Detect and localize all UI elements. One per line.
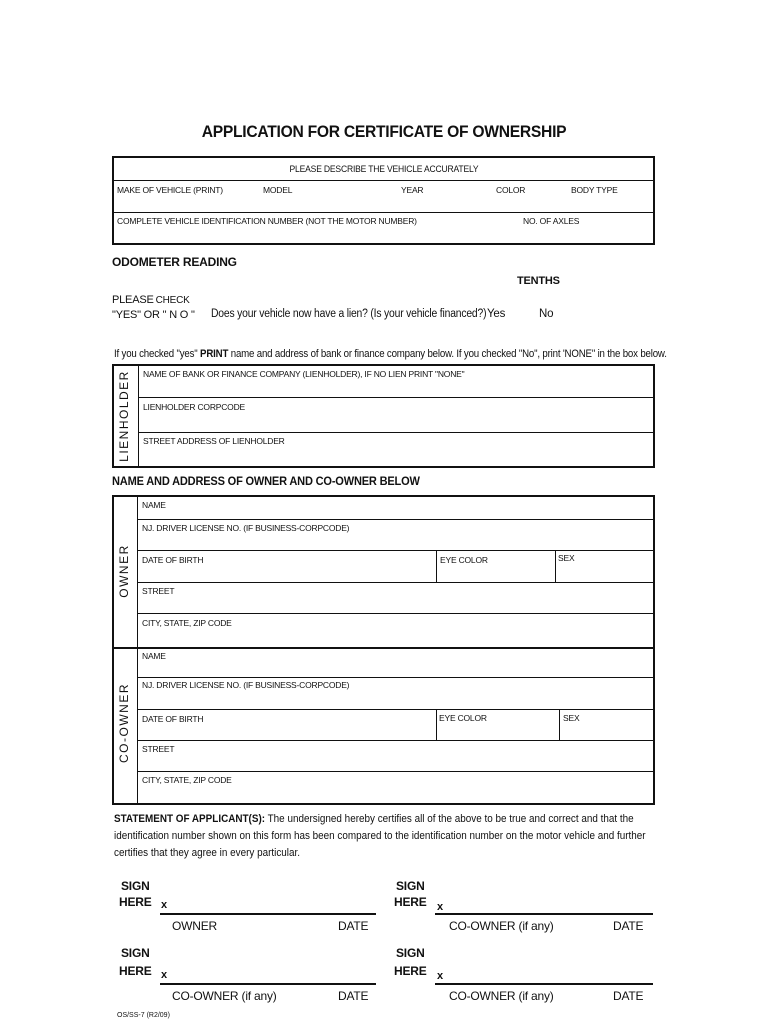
divider <box>138 613 654 614</box>
vehicle-header: PLEASE DESCRIBE THE VEHICLE ACCURATELY <box>289 164 479 175</box>
statement-label: STATEMENT OF APPLICANT(S): <box>114 813 266 825</box>
divider <box>139 397 654 398</box>
coowner-street-field[interactable]: STREET <box>142 744 175 754</box>
sign-x: x <box>161 899 167 911</box>
body-type-field[interactable]: BODY TYPE <box>571 185 618 195</box>
owner-name-field[interactable]: NAME <box>142 500 166 510</box>
owner-city-field[interactable]: CITY, STATE, ZIP CODE <box>142 618 232 628</box>
sign-label: SIGN <box>396 879 425 893</box>
owner-street-field[interactable]: STREET <box>142 586 175 596</box>
lienholder-corpcode-field[interactable]: LIENHOLDER CORPCODE <box>143 402 245 412</box>
divider <box>139 432 654 433</box>
coowner-sig-label-2: CO-OWNER (if any) <box>172 989 277 1003</box>
owner-sex-field[interactable]: SEX <box>558 553 575 563</box>
owner-sig-label: OWNER <box>172 919 217 933</box>
statement-block <box>114 811 654 862</box>
form-id: OS/SS-7 (R2/09) <box>117 1012 170 1019</box>
coowner-dob-field[interactable]: DATE OF BIRTH <box>142 714 204 724</box>
coowner-date-label: DATE <box>613 919 644 933</box>
statement-text: The undersigned hereby certifies all of the above to be true and correct and that the identification number shown on this form has been compared to the identification number on the motor vehicle and further certifies that they agree in every particular. <box>114 813 646 859</box>
odometer-label: ODOMETER READING <box>112 255 237 269</box>
lien-no-option[interactable]: No <box>539 308 554 320</box>
coowner-name-field[interactable]: NAME <box>142 651 166 661</box>
divider <box>138 519 654 520</box>
make-field[interactable]: MAKE OF VEHICLE (PRINT) <box>117 185 223 195</box>
check-text: CHECK <box>155 295 190 306</box>
owner-coowner-box <box>112 495 655 805</box>
divider <box>436 709 437 740</box>
owner-side-label: OWNER <box>117 544 131 598</box>
coowner-signature-line[interactable] <box>435 913 653 915</box>
sign-label: SIGN <box>121 946 150 960</box>
model-field[interactable]: MODEL <box>263 185 293 195</box>
here-label: HERE <box>119 964 152 978</box>
divider <box>138 365 139 467</box>
lienholder-side-label: LIENHOLDER <box>117 370 131 462</box>
here-label: HERE <box>394 895 427 909</box>
owners-heading: NAME AND ADDRESS OF OWNER AND CO-OWNER BELOW <box>112 474 420 488</box>
coowner-sig-label: CO-OWNER (if any) <box>449 919 554 933</box>
owner-eye-field[interactable]: EYE COLOR <box>440 555 488 565</box>
instruction-part2: name and address of bank or finance company below. If you checked "No", print 'NONE" in the box below. <box>228 348 667 360</box>
lien-instruction <box>114 348 667 360</box>
coowner-eye-field[interactable]: EYE COLOR <box>439 713 487 723</box>
please-check-label <box>112 294 190 306</box>
here-label: HERE <box>119 895 152 909</box>
coowner-license-field[interactable]: NJ. DRIVER LICENSE NO. (IF BUSINESS-CORPCODE) <box>142 680 350 690</box>
coowner-city-field[interactable]: CITY, STATE, ZIP CODE <box>142 775 232 785</box>
lienholder-box <box>112 364 655 468</box>
divider <box>138 550 654 551</box>
divider <box>138 771 654 772</box>
sign-x: x <box>437 970 443 982</box>
divider <box>436 550 437 582</box>
tenths-label: TENTHS <box>517 275 560 287</box>
lienholder-street-field[interactable]: STREET ADDRESS OF LIENHOLDER <box>143 436 285 446</box>
here-label: HERE <box>394 964 427 978</box>
divider <box>113 180 654 181</box>
please-text: PLEASE <box>112 294 154 306</box>
instruction-print: PRINT <box>200 348 229 360</box>
sign-x: x <box>437 901 443 913</box>
divider <box>555 550 556 582</box>
divider <box>138 709 654 710</box>
lien-yes-option[interactable]: Yes <box>487 308 506 320</box>
coowner-sig-label-3: CO-OWNER (if any) <box>449 989 554 1003</box>
axles-field[interactable]: NO. OF AXLES <box>523 216 580 226</box>
coowner-date-label-2: DATE <box>338 989 369 1003</box>
yes-or-no-label: "YES" OR " N O " <box>112 309 195 321</box>
coowner-sex-field[interactable]: SEX <box>563 713 580 723</box>
coowner-signature-line-3[interactable] <box>435 983 653 985</box>
color-field[interactable]: COLOR <box>496 185 526 195</box>
divider <box>113 212 654 213</box>
owner-license-field[interactable]: NJ. DRIVER LICENSE NO. (IF BUSINESS-CORPCODE) <box>142 523 350 533</box>
sign-label: SIGN <box>121 879 150 893</box>
owner-signature-line[interactable] <box>160 913 376 915</box>
divider <box>138 582 654 583</box>
owner-dob-field[interactable]: DATE OF BIRTH <box>142 555 204 565</box>
lien-question: Does your vehicle now have a lien? (Is your vehicle financed?) <box>211 308 487 320</box>
divider <box>138 740 654 741</box>
sign-label: SIGN <box>396 946 425 960</box>
owner-coowner-divider <box>113 647 654 649</box>
coowner-side-label: CO-OWNER <box>117 683 131 763</box>
owner-date-label: DATE <box>338 919 369 933</box>
divider <box>138 677 654 678</box>
instruction-part1: If you checked "yes" <box>114 348 201 360</box>
divider <box>559 709 560 740</box>
year-field[interactable]: YEAR <box>401 185 424 195</box>
page-title: APPLICATION FOR CERTIFICATE OF OWNERSHIP <box>201 122 567 141</box>
sign-x: x <box>161 969 167 981</box>
coowner-signature-line-2[interactable] <box>160 983 376 985</box>
lienholder-name-field[interactable]: NAME OF BANK OR FINANCE COMPANY (LIENHOLDER), IF NO LIEN PRINT "NONE" <box>143 369 465 379</box>
divider <box>137 496 138 804</box>
vin-field[interactable]: COMPLETE VEHICLE IDENTIFICATION NUMBER (NOT THE MOTOR NUMBER) <box>117 216 417 226</box>
coowner-date-label-3: DATE <box>613 989 644 1003</box>
